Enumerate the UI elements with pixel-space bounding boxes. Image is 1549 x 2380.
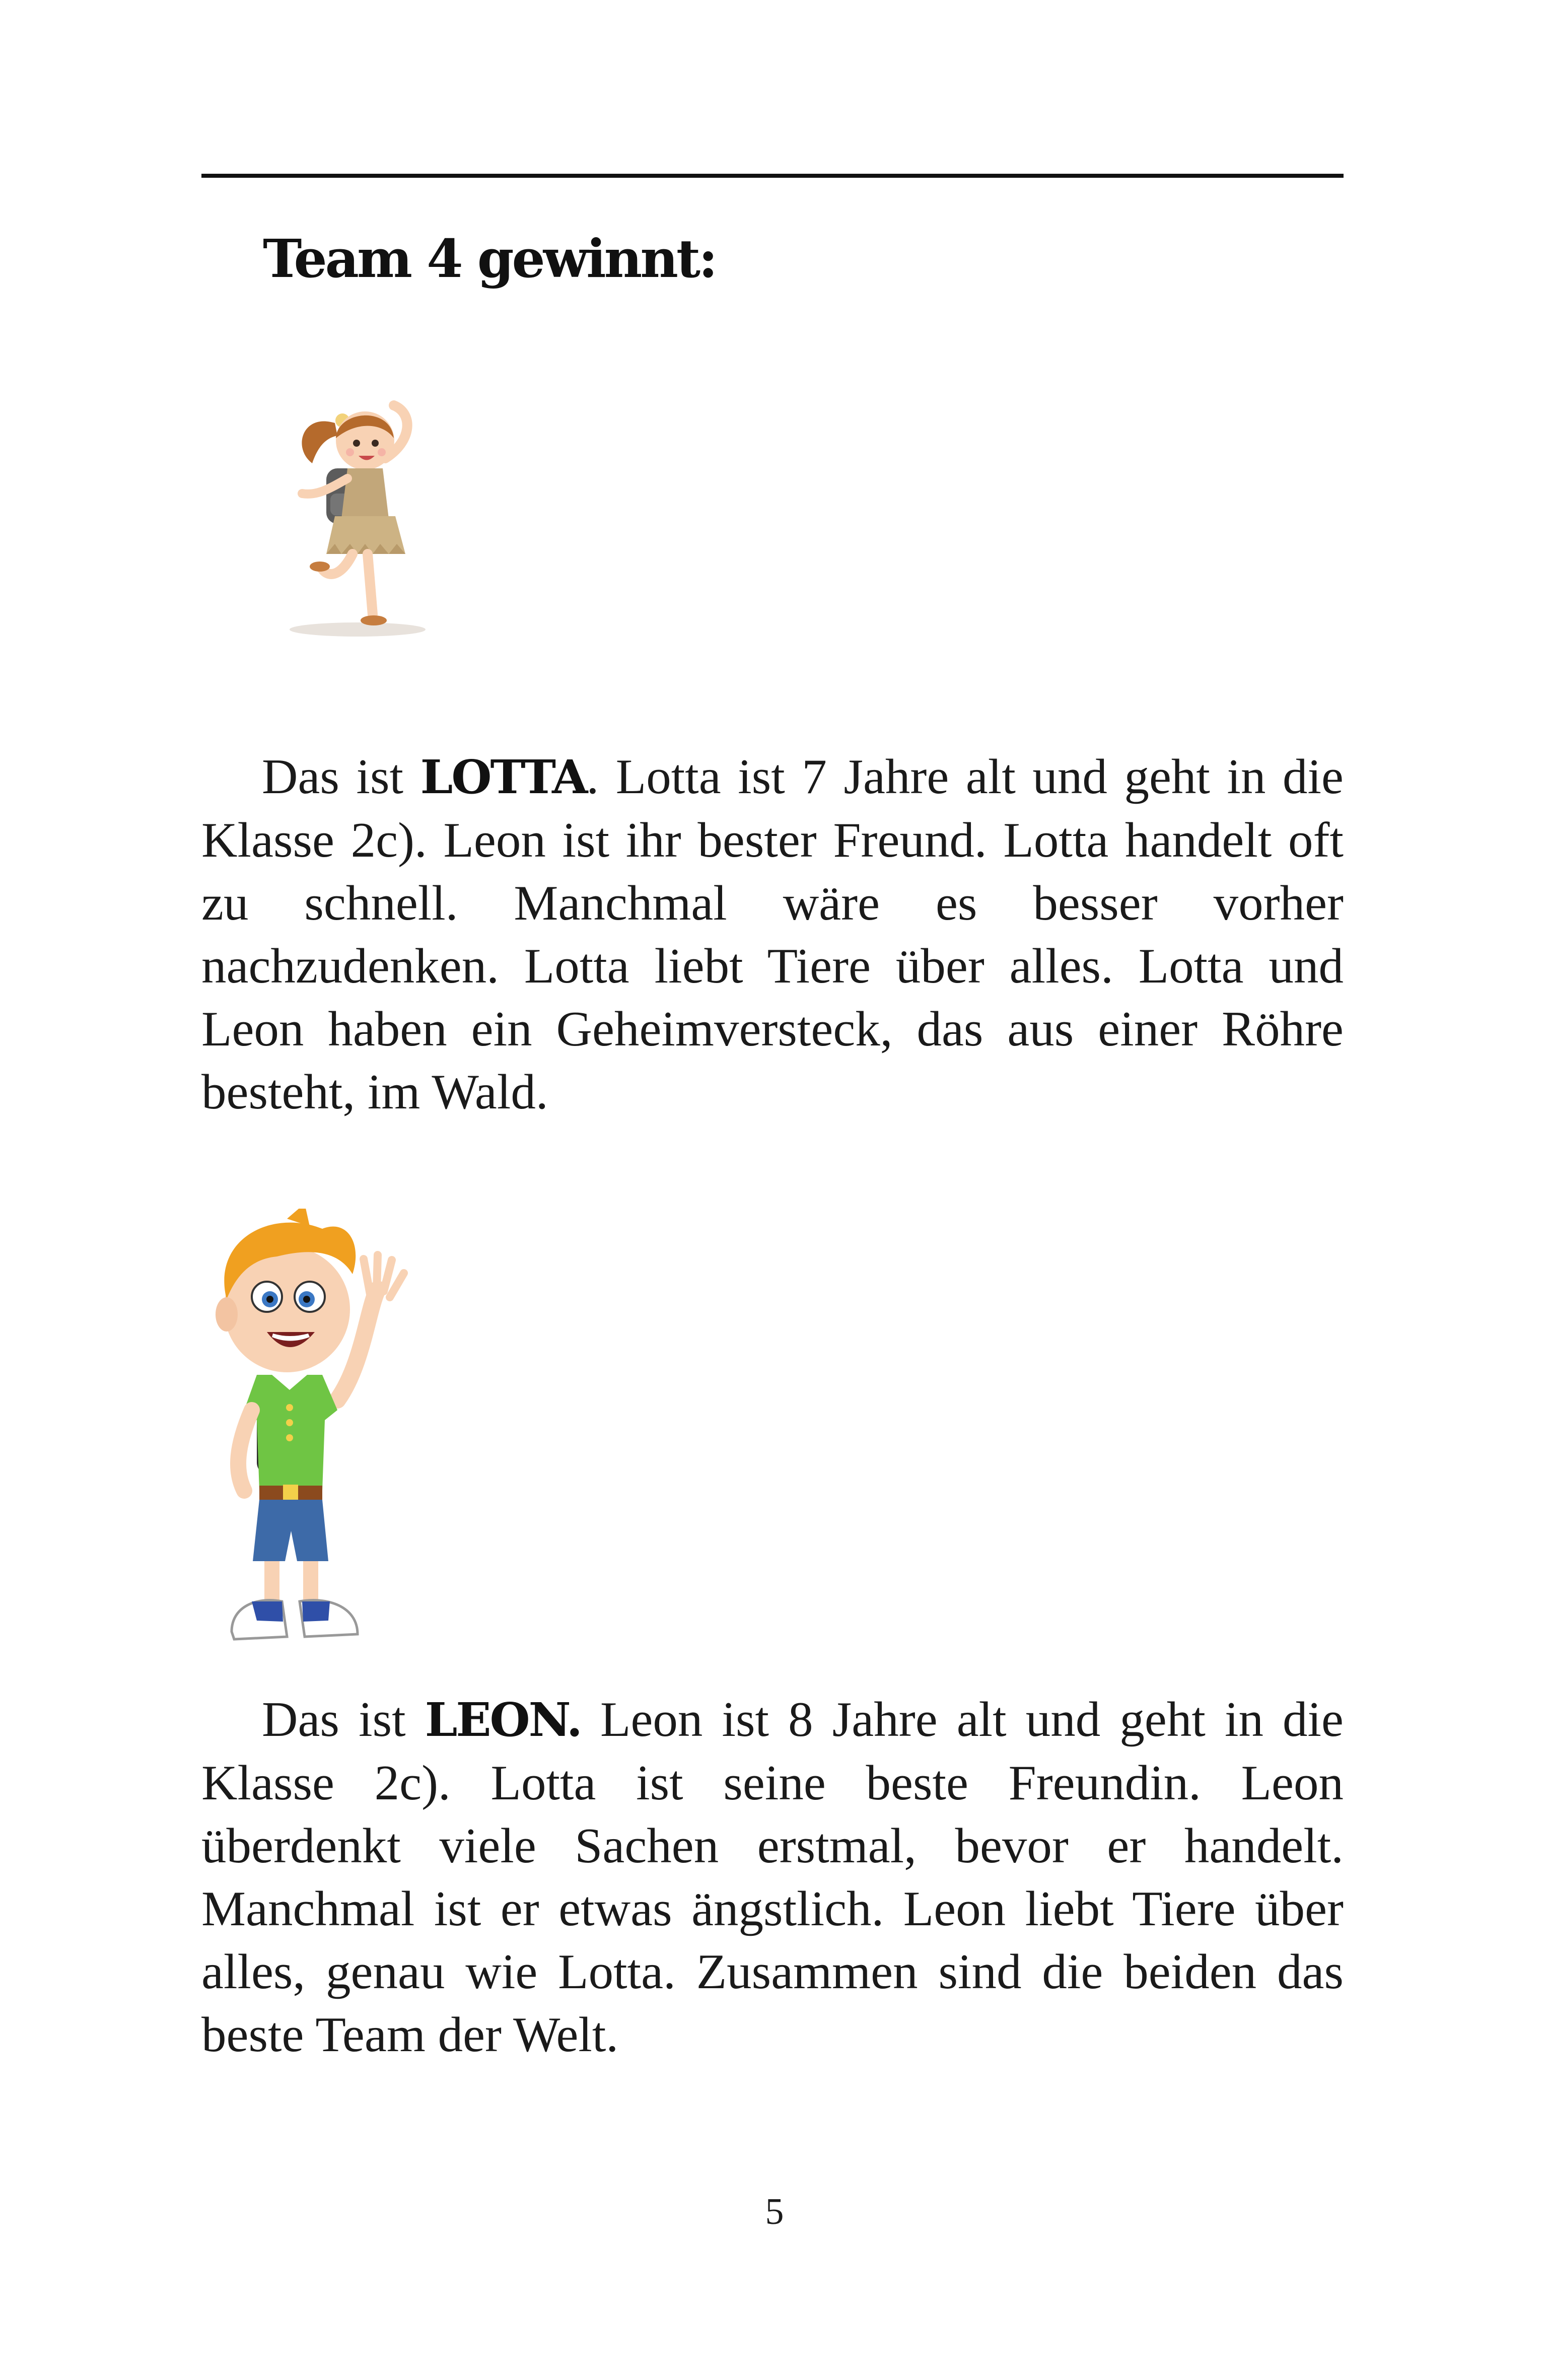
leon-intro-text: Das ist (262, 1692, 425, 1747)
leon-name: LEON. (425, 1693, 581, 1747)
top-rule (201, 174, 1344, 178)
page-heading: Team 4 gewinnt: (263, 228, 716, 290)
boy-waving-illustration (196, 1209, 423, 1647)
leon-description-text: Leon ist 8 Jahre alt und geht in die Klasse 2c). Lotta ist seine beste Freundin. Leon überdenkt viele Sachen erstmal, bevor er handelt. Manchmal ist er etwas ängstlich. Leon liebt Tiere über alles, genau wie Lotta. Zusammen sind die beiden das beste Team der Welt. (201, 1692, 1344, 2062)
page-number: 5 (765, 2191, 784, 2232)
girl-with-backpack-illustration (282, 393, 463, 645)
lotta-description (201, 745, 1344, 1124)
lotta-description-text: . Lotta ist 7 Jahre alt und geht in die Klasse 2c). Leon ist ihr bester Freund. Lotta handelt oft zu schnell. Manchmal wäre es besser vorher nachzudenken. Lotta liebt Tiere über alles. Lotta und Leon haben ein Geheimversteck, das aus einer Röhre besteht, im Wald. (201, 749, 1344, 1119)
leon-description (201, 1688, 1344, 2066)
lotta-name: LOTTA (420, 750, 587, 804)
lotta-intro-text: Das ist (262, 749, 420, 804)
